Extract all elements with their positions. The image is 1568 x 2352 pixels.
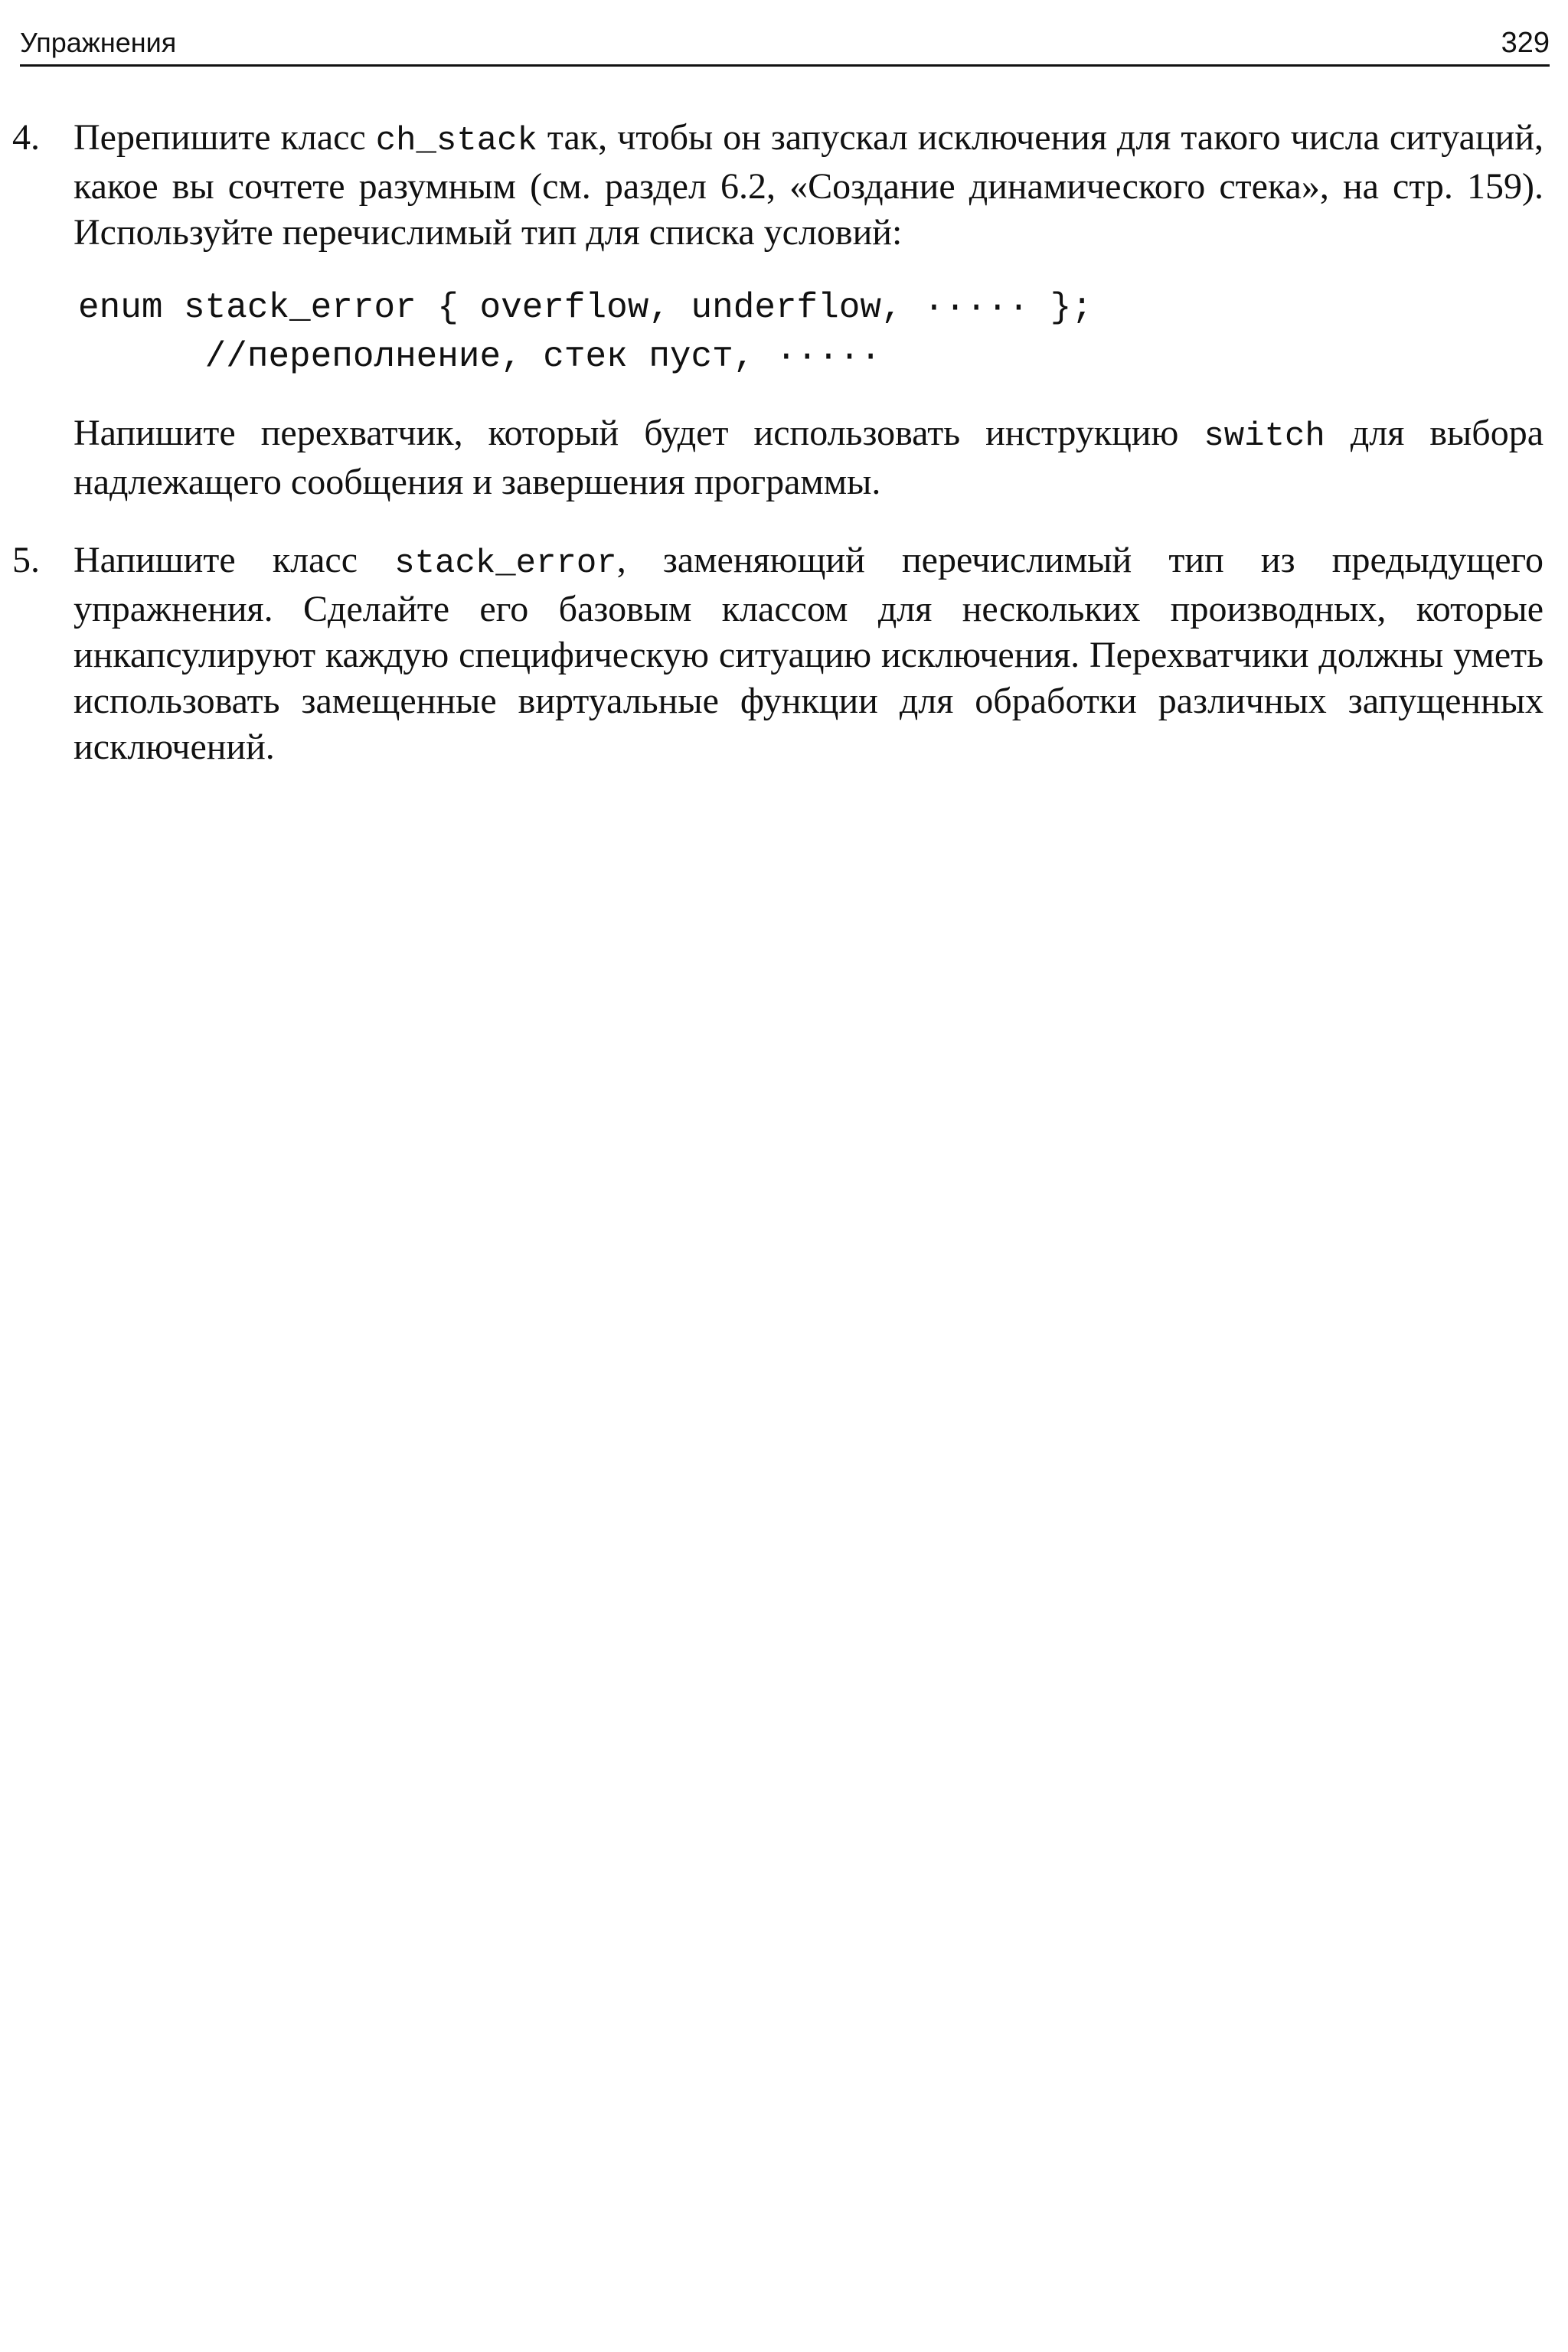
inline-code: ch_stack [375,122,537,160]
exercise-item [12,537,1544,770]
code-block [78,283,1544,381]
chapter-title: Упражнения [20,27,177,58]
page-number: 329 [1501,27,1550,59]
exercise-text [74,410,1544,505]
exercise-text [74,537,1544,770]
text-run: для выбора надлежащего сообщения и завершения программы. [74,413,1544,502]
text-run: Перепишите класс [74,117,376,158]
code-line: enum stack_error { overflow, underflow, ····· }; [78,288,1093,328]
exercise-item [12,115,1544,505]
exercise-number: 4. [12,117,40,158]
exercise-text [74,115,1544,256]
exercises-list [0,115,1568,770]
running-header [20,23,1550,66]
inline-code: stack_error [394,544,617,583]
inline-code: switch [1204,417,1325,456]
text-run: так, чтобы он запускал исключения для такого числа ситуаций, какое вы сочтете разумным (см. раздел 6.2, «Создание динамического стека», на стр. 159). Используйте перечислимый тип для списка условий: [74,117,1544,253]
header-rule [20,64,1550,67]
text-run: Напишите перехватчик, который будет использовать инструкцию [74,413,1204,453]
text-run: Напишите класс [74,540,395,580]
exercise-number: 5. [12,540,40,580]
code-line: //переполнение, стек пуст, ····· [78,337,881,377]
text-run: , заменяющий перечислимый тип из предыдущего упражнения. Сделайте его базовым классом для нескольких производных, которые инкапсулируют каждую специфическую ситуацию исключения. Перехватчики должны уметь использовать замещенные виртуальные функции для обработки различных запущенных исключений. [74,540,1544,767]
